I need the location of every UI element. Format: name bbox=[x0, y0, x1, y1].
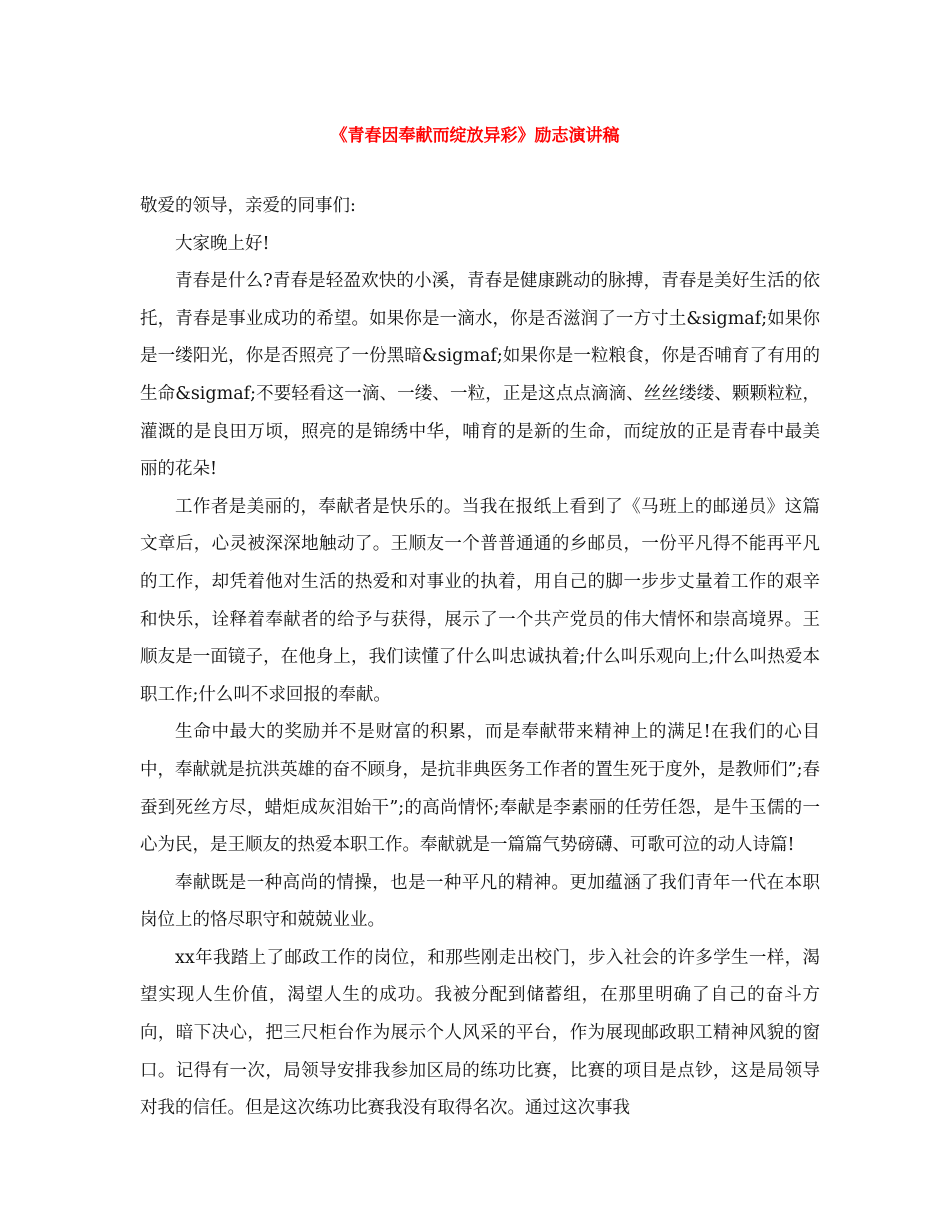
document-title: 《青春因奉献而绽放异彩》励志演讲稿 bbox=[330, 126, 620, 146]
paragraph-personal-story: xx年我踏上了邮政工作的岗位，和那些刚走出校门，步入社会的许多学生一样，渴望实现人生价值，渴望人生的成功。我被分配到储蓄组，在那里明确了自己的奋斗方向，暗下决心，把三尺柜台作为展示个人风采的平台，作为展现邮政职工精神风貌的窗口。记得有一次，局领导安排我参加区局的练功比赛，比赛的项目是点钞，这是局领导对我的信任。但是这次练功比赛我没有取得名次。通过这次事我 bbox=[140, 947, 820, 1119]
paragraph-dedication: 奉献既是一种高尚的情操，也是一种平凡的精神。更加蕴涵了我们青年一代在本职岗位上的恪尽职守和兢兢业业。 bbox=[140, 872, 820, 931]
paragraph-worker: 工作者是美丽的，奉献者是快乐的。当我在报纸上看到了《马班上的邮递员》这篇文章后，心灵被深深地触动了。王顺友一个普普通通的乡邮员，一份平凡得不能再平凡的工作，却凭着他对生活的热爱和对事业的执着，用自己的脚一步步丈量着工作的艰辛和快乐，诠释着奉献者的给予与获得，展示了一个共产党员的伟大情怀和崇高境界。王顺友是一面镜子，在他身上，我们读懂了什么叫忠诚执着;什么叫乐观向上;什么叫热爱本职工作;什么叫不求回报的奉献。 bbox=[140, 496, 820, 705]
document-body bbox=[140, 188, 820, 1128]
paragraph-greeting: 大家晚上好! bbox=[175, 233, 270, 254]
paragraph-youth: 青春是什么?青春是轻盈欢快的小溪，青春是健康跳动的脉搏，青春是美好生活的依托，青春是事业成功的希望。如果你是一滴水，你是否滋润了一方寸土&sigmaf;如果你是一缕阳光，你是否照亮了一份黑暗&sigmaf;如果你是一粒粮食，你是否哺育了有用的生命&sigmaf;不要轻看这一滴、一缕、一粒，正是这点点滴滴、丝丝缕缕、颗颗粒粒，灌溉的是良田万顷，照亮的是锦绣中华，哺育的是新的生命，而绽放的正是青春中最美丽的花朵! bbox=[140, 271, 820, 480]
paragraph-reward: 生命中最大的奖励并不是财富的积累，而是奉献带来精神上的满足!在我们的心目中，奉献就是抗洪英雄的奋不顾身，是抗非典医务工作者的置生死于度外，是教师们”;春蚕到死丝方尽，蜡炬成灰泪始干”;的高尚情怀;奉献是李素丽的任劳任怨，是牛玉儒的一心为民，是王顺友的热爱本职工作。奉献就是一篇篇气势磅礴、可歌可泣的动人诗篇! bbox=[140, 722, 820, 856]
salutation: 敬爱的领导，亲爱的同事们: bbox=[140, 196, 356, 216]
